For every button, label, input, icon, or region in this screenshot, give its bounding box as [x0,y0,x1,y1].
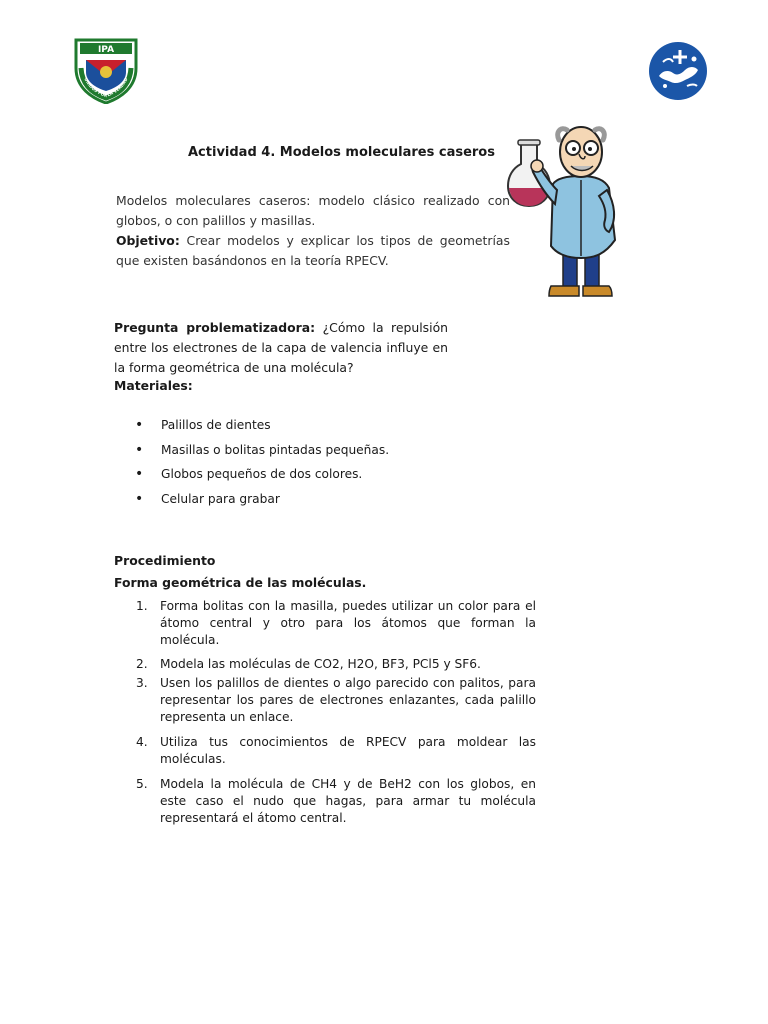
list-item: • Globos pequeños de dos colores. [130,467,389,492]
step-number: 2. [136,657,148,671]
step-number: 1. [136,599,148,613]
objective-label: Objetivo: [116,233,180,248]
step-text: Utiliza tus conocimientos de RPECV para moldear las moléculas. [160,735,536,766]
list-item [136,675,536,726]
objective-text: Crear modelos y explicar los tipos de geometrías que existen basándonos en la teoría RPECV. [116,233,510,268]
crest-initials: IPA [97,45,115,55]
question-text: ¿Cómo la repulsión entre los electrones de la capa de valencia influye en la forma geométrica de una molécula? [114,320,448,375]
crest-motto: UNIDOS POR LA VERDAD [83,76,129,99]
step-text: Modela las moléculas de CO2, H2O, BF3, PCl5 y SF6. [160,657,481,671]
materials-list [130,418,389,516]
step-number: 3. [136,676,148,690]
intro-text: Modelos moleculares caseros: modelo clásico realizado con globos, o con palillos y masillas. [116,193,510,228]
problem-question [114,318,448,378]
activity-title: Actividad 4. Modelos moleculares caseros [188,145,495,160]
procedure-steps [136,598,536,827]
scientist-illustration [505,120,625,305]
institution-logo [647,40,709,102]
procedure-heading: Procedimiento [114,553,216,568]
procedure-subheading: Forma geométrica de las moléculas. [114,575,367,590]
school-crest-logo [72,38,140,104]
step-text: Forma bolitas con la masilla, puedes utilizar un color para el átomo central y otro para los átomos que forman la molécula. [160,599,536,647]
step-text: Usen los palillos de dientes o algo parecido con palitos, para representar los pares de electrones enlazantes, cada palillo representa un enlace. [160,676,536,724]
step-number: 5. [136,777,148,791]
step-text: Modela la molécula de CH4 y de BeH2 con los globos, en este caso el nudo que hagas, para armar tu molécula representará el átomo central. [160,777,536,825]
list-item: • Celular para grabar [130,492,389,517]
list-item [136,656,536,673]
list-item: • Palillos de dientes [130,418,389,443]
list-item: • Masillas o bolitas pintadas pequeñas. [130,443,389,468]
materials-heading: Materiales: [114,378,193,393]
question-label: Pregunta problematizadora: [114,320,316,335]
list-item [136,776,536,827]
intro-paragraph [116,191,510,271]
step-number: 4. [136,735,148,749]
list-item [136,734,536,768]
list-item [136,598,536,649]
